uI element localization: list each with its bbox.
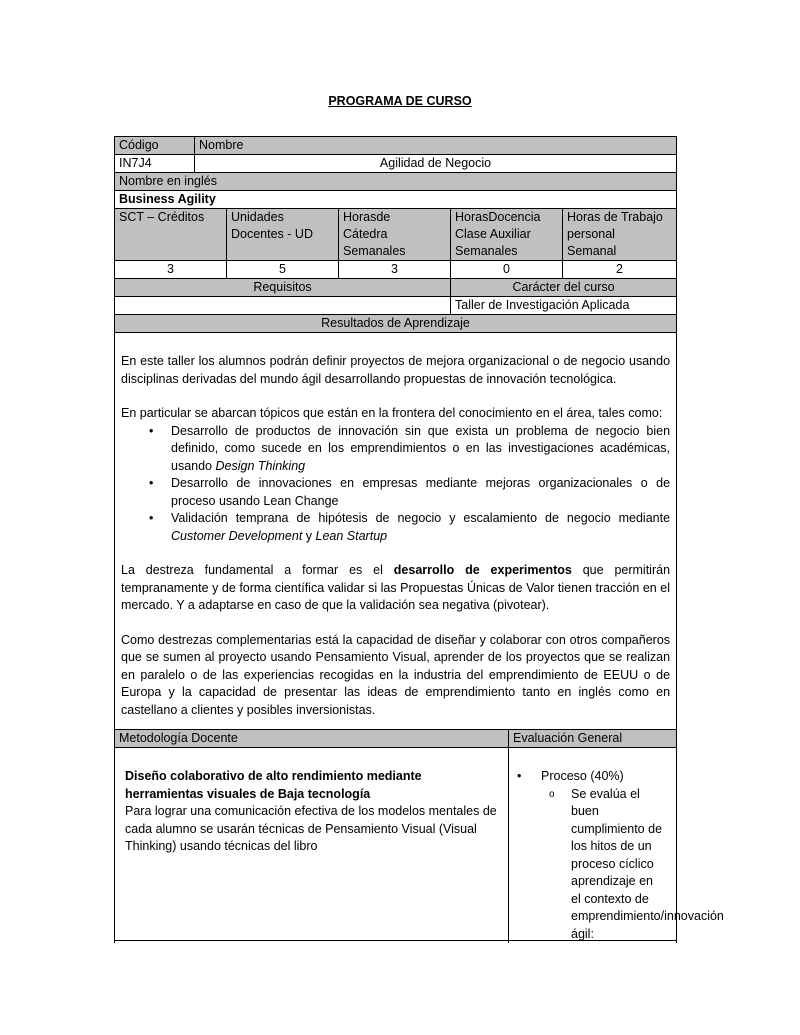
sct-credits-header: SCT – Créditos [115, 209, 227, 261]
hours-header-row [115, 209, 677, 261]
english-name-header-row [115, 173, 677, 191]
lecture-hours-value: 3 [339, 261, 451, 279]
learning-results-label: Resultados de Aprendizaje [115, 315, 677, 333]
hours-value-row [115, 261, 677, 279]
evaluation-label: Evaluación General [509, 730, 677, 748]
requirements-value [115, 297, 451, 315]
english-name-label: Nombre en inglés [115, 173, 677, 191]
evaluation-item: • Proceso (40%) [515, 768, 672, 786]
personal-work-hours-header: Horas de Trabajo personal Semanal [563, 209, 677, 261]
course-name: Agilidad de Negocio [195, 155, 677, 173]
methodology-body [115, 748, 509, 944]
topics-list [121, 423, 670, 546]
sct-credits-value: 3 [115, 261, 227, 279]
teaching-units-value: 5 [227, 261, 339, 279]
course-character-value: Taller de Investigación Aplicada [451, 297, 677, 315]
course-character-label: Carácter del curso [451, 279, 677, 297]
lecture-hours-header: Horasde Cátedra Semanales [339, 209, 451, 261]
results-paragraph-2: En particular se abarcan tópicos que están en la frontera del conocimiento en el área, tales como: [121, 406, 663, 420]
evaluation-body [509, 748, 724, 944]
learning-results-body [115, 333, 677, 730]
topic-item: • Validación temprana de hipótesis de negocio y escalamiento de negocio mediante Customer Development y Lean Startup [171, 510, 670, 545]
results-paragraph-1: En este taller los alumnos podrán definir proyectos de mejora organizacional o de negocio usando disciplinas derivadas del mundo ágil desarrollando propuestas de innovación tecnológica. [121, 354, 671, 386]
topic-item: • Desarrollo de innovaciones en empresas mediante mejoras organizacionales o de proceso usando Lean Change [171, 475, 670, 510]
methodology-text: Para lograr una comunicación efectiva de los modelos mentales de cada alumno se usarán técnicas de Pensamiento Visual (Visual Thinking) usando técnicas del libro [125, 804, 497, 853]
auxiliary-hours-header: HorasDocencia Clase Auxiliar Semanales [451, 209, 563, 261]
teaching-units-header: Unidades Docentes - UD [227, 209, 339, 261]
code-name-header-row [115, 137, 677, 155]
learning-results-header-row [115, 315, 677, 333]
table-bottom-border [114, 940, 677, 941]
requirements-value-row [115, 297, 677, 315]
english-name: Business Agility [115, 191, 677, 209]
methodology-evaluation-body-row [115, 748, 677, 944]
results-paragraph-4: Como destrezas complementarias está la capacidad de diseñar y colaborar con otros compañeros que se sumen al proyecto usando Pensamiento Visual, aprender de los proyectos que se realizan en paralelo o de las experiencias recogidas en la industria del emprendimiento de EEUU o de Europa y la capacidad de presentar las ideas de emprendimiento tanto en inglés como en castellano a clientes y posibles inversionistas. [121, 632, 671, 717]
code-label: Código [115, 137, 195, 155]
evaluation-subitem: o Se evalúa el buen cumplimiento de los hitos de un proceso cíclico aprendizaje en el contexto de emprendimiento/innovación ágil: [515, 786, 672, 944]
methodology-evaluation-header-row [115, 730, 677, 748]
course-program-table [114, 136, 724, 943]
course-code: IN7J4 [115, 155, 195, 173]
code-name-value-row [115, 155, 677, 173]
auxiliary-hours-value: 0 [451, 261, 563, 279]
requirements-header-row [115, 279, 677, 297]
topic-item: • Desarrollo de productos de innovación sin que exista un problema de negocio bien definido, como sucede en los emprendimientos o en las investigaciones académicas, usando Design Thinking [171, 423, 670, 476]
methodology-title: Diseño colaborativo de alto rendimiento mediante herramientas visuales de Baja tecnología [125, 769, 422, 801]
personal-work-hours-value: 2 [563, 261, 677, 279]
results-paragraph-3: La destreza fundamental a formar es el desarrollo de experimentos que permitirán tempranamente y de forma científica validar si las Propuestas Únicas de Valor tienen tracción en el mercado. Y a adaptarse en caso de que la validación sea negativa (pivotear). [121, 563, 671, 612]
learning-results-body-row [115, 333, 677, 730]
requirements-label: Requisitos [115, 279, 451, 297]
methodology-label: Metodología Docente [115, 730, 509, 748]
name-label: Nombre [195, 137, 677, 155]
english-name-value-row [115, 191, 677, 209]
page-title: PROGRAMA DE CURSO [328, 94, 472, 108]
